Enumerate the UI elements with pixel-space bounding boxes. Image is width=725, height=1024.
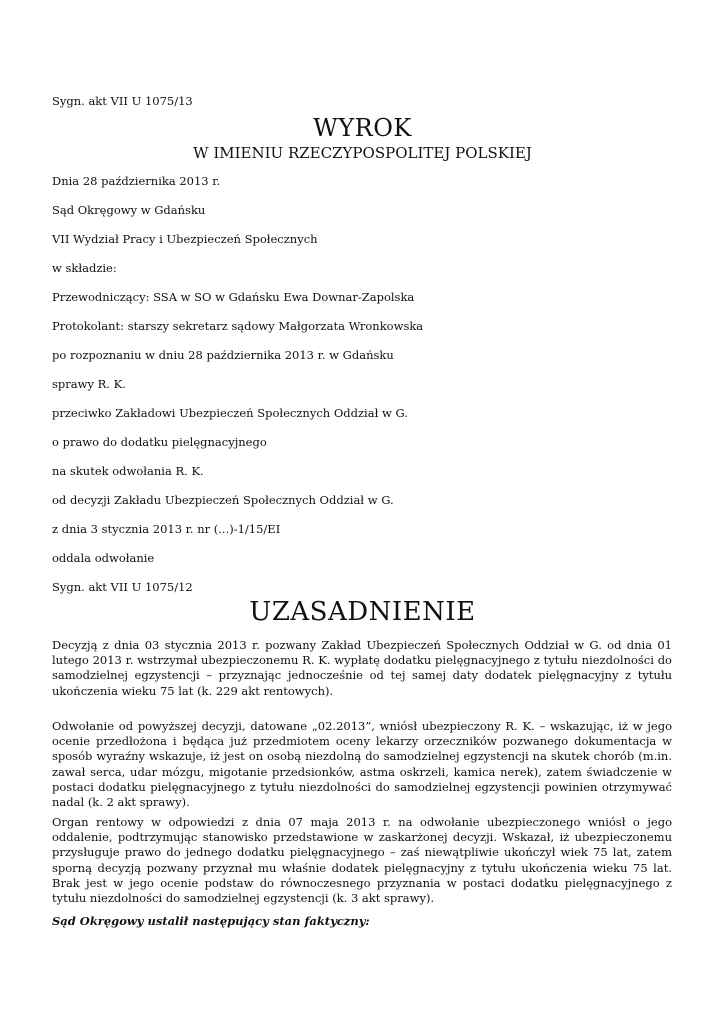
case-signature-bottom: Sygn. akt VII U 1075/12 [52,580,193,594]
justification-title: UZASADNIENIE [249,597,476,627]
decision-from: od decyzji Zakładu Ubezpieczeń Społecznych Oddział w G. [52,493,394,507]
justification-paragraph-3: Organ rentowy w odpowiedzi z dnia 07 maja 2013 r. na odwołanie ubezpieczonego wniósł o jego oddalenie, podtrzymując stanowisko przedstawione w zaskarżonej decyzji. Wskazał, iż ubezpieczonemu przysługuje prawo do jednego dodatku pielęgnacyjnego – zaś niewątpliwie ukończył wiek 75 lat, zatem sporną decyzją pozwany przyznał mu właśnie dodatek pielęgnacyjny z tytułu ukończenia wieku 75 lat. Brak jest w jego ocenie podstaw do równoczesnego przyznania w postaci dodatku pielęgnacyjnego z tytułu niezdolności do samodzielnej egzystencji (k. 3 akt sprawy). [52,815,672,906]
court-department: VII Wydział Pracy i Ubezpieczeń Społecznych [52,232,318,246]
verdict-date: Dnia 28 października 2013 r. [52,174,221,188]
document-subtitle: W IMIENIU RZECZYPOSPOLITEJ POLSKIEJ [193,144,532,162]
case-subject: o prawo do dodatku pielęgnacyjnego [52,435,267,449]
case-signature-top: Sygn. akt VII U 1075/13 [52,94,193,108]
hearing-date: po rozpoznaniu w dniu 28 października 2013 r. w Gdańsku [52,348,394,362]
document-title: WYROK [313,114,412,142]
decision-date-number: z dnia 3 stycznia 2013 r. nr (...)-1/15/EI [52,522,281,536]
facts-heading: Sąd Okręgowy ustalił następujący stan faktyczny: [52,914,370,928]
presiding-judge: Przewodniczący: SSA w SO w Gdańsku Ewa Downar-Zapolska [52,290,415,304]
court-clerk: Protokolant: starszy sekretarz sądowy Małgorzata Wronkowska [52,319,424,333]
verdict-ruling: oddala odwołanie [52,551,155,565]
case-party: sprawy R. K. [52,377,126,391]
case-against: przeciwko Zakładowi Ubezpieczeń Społecznych Oddział w G. [52,406,408,420]
court-name: Sąd Okręgowy w Gdańsku [52,203,206,217]
panel-label: w składzie: [52,261,117,275]
appeal-by: na skutek odwołania R. K. [52,464,204,478]
justification-paragraph-1: Decyzją z dnia 03 stycznia 2013 r. pozwany Zakład Ubezpieczeń Społecznych Oddział w G. od dnia 01 lutego 2013 r. wstrzymał ubezpieczonemu R. K. wypłatę dodatku pielęgnacyjnego z tytułu niezdolności do samodzielnej egzystencji – przyznając jednocześnie od tej samej daty dodatek pielęgnacyjny z tytułu ukończenia wieku 75 lat (k. 229 akt rentowych). [52,638,672,698]
justification-paragraph-2: Odwołanie od powyższej decyzji, datowane „02.2013”, wniósł ubezpieczony R. K. – wskazując, iż w jego ocenie przedłożona i będąca już przedmiotem oceny lekarzy orzeczników pozwanego dokumentacja w sposób wyraźny wskazuje, iż jest on osobą niezdolną do samodzielnej egzystencji na skutek chorób (m.in. zawał serca, udar mózgu, migotanie przedsionków, astma oskrzeli, kamica nerek), zatem świadczenie w postaci dodatku pielęgnacyjnego z tytułu niezdolności do samodzielnej egzystencji powinien otrzymywać nadal (k. 2 akt sprawy). [52,719,672,810]
